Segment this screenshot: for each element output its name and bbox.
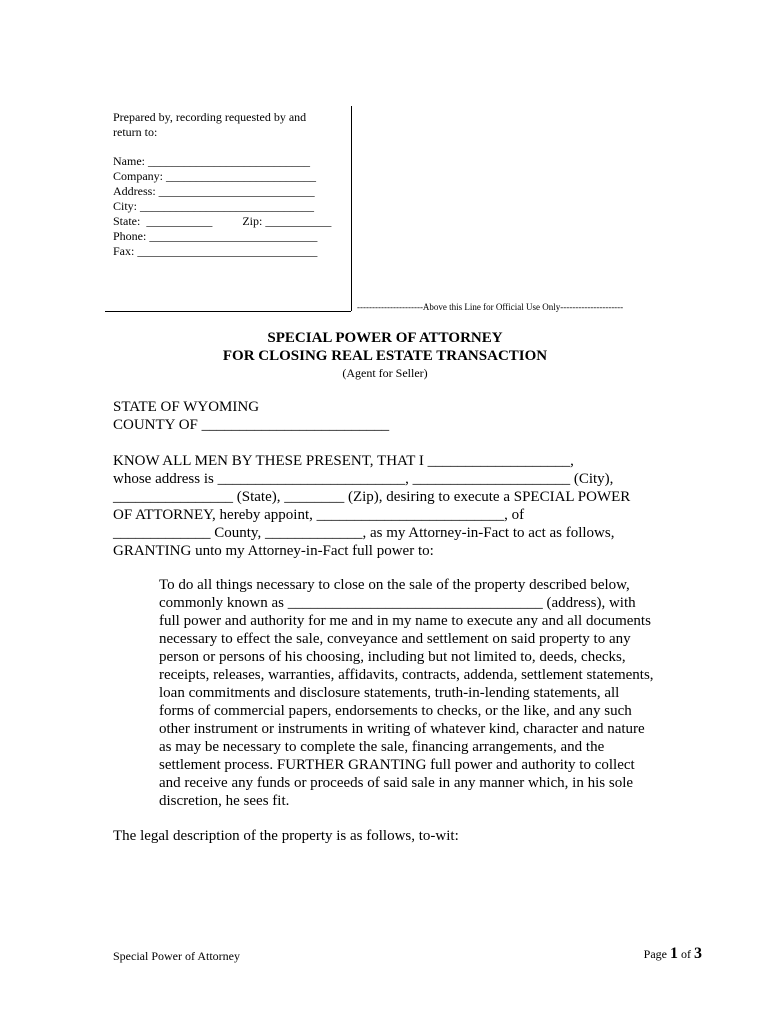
phone-field[interactable]: Phone: ____________________________: [113, 229, 318, 243]
paragraph-line: receipts, releases, warranties, affidavits, contracts, addenda, settlement statements,: [159, 667, 654, 683]
county-field[interactable]: COUNTY OF _________________________: [113, 417, 390, 433]
prepared-by-line-1: Prepared by, recording requested by and: [113, 110, 307, 124]
official-use-line: ----------------------Above this Line for Official Use Only---------------------: [357, 302, 624, 312]
paragraph-line: KNOW ALL MEN BY THESE PRESENT, THAT I ___________________,: [113, 453, 574, 469]
paragraph-line: as may be necessary to complete the sale, financing arrangements, and the: [159, 739, 605, 755]
state-zip-field[interactable]: State: ___________ Zip: ___________: [113, 214, 332, 228]
paragraph-line: necessary to effect the sale, conveyance and settlement on said property to any: [159, 631, 631, 647]
paragraph-line: other instrument or instruments in writing of whatever kind, character and nature: [159, 721, 645, 737]
paragraph-line: settlement process. FURTHER GRANTING full power and authority to collect: [159, 757, 635, 773]
paragraph-line: person or persons of his choosing, including but not limited to, deeds, checks,: [159, 649, 626, 665]
page-total: 3: [694, 945, 702, 962]
preparer-box-bottom-line: [105, 311, 351, 312]
state-line: STATE OF WYOMING: [113, 399, 260, 415]
page-of: of: [678, 947, 694, 961]
city-field[interactable]: City: _____________________________: [113, 199, 315, 213]
paragraph-line: full power and authority for me and in my name to execute any and all documents: [159, 613, 651, 629]
fax-field[interactable]: Fax: ______________________________: [113, 244, 318, 258]
paragraph-line: _____________ County, _____________, as my Attorney-in-Fact to act as follows,: [113, 525, 615, 541]
name-field[interactable]: Name: ___________________________: [113, 154, 310, 168]
paragraph-line: GRANTING unto my Attorney-in-Fact full power to:: [113, 543, 434, 559]
paragraph-line: commonly known as __________________________________ (address), with: [159, 595, 636, 611]
document-title: SPECIAL POWER OF ATTORNEY: [267, 330, 503, 346]
company-field[interactable]: Company: _________________________: [113, 169, 316, 183]
paragraph-line: OF ATTORNEY, hereby appoint, _________________________, of: [113, 507, 525, 523]
page-current: 1: [670, 945, 678, 962]
paragraph-line: discretion, he sees fit.: [159, 793, 290, 809]
page-number: [644, 945, 702, 963]
paragraph-line: and receive any funds or proceeds of said sale in any manner which, in his sole: [159, 775, 634, 791]
document-subtitle: (Agent for Seller): [342, 366, 428, 380]
footer-title: Special Power of Attorney: [113, 949, 240, 963]
paragraph-line: ________________ (State), ________ (Zip), desiring to execute a SPECIAL POWER: [113, 489, 631, 505]
legal-description-line: The legal description of the property is as follows, to-wit:: [113, 828, 459, 844]
prepared-by-line-2: return to:: [113, 125, 158, 139]
address-field[interactable]: Address: __________________________: [113, 184, 315, 198]
paragraph-line: To do all things necessary to close on the sale of the property described below,: [159, 577, 630, 593]
paragraph-line: whose address is _________________________, _____________________ (City),: [113, 471, 614, 487]
paragraph-line: forms of commercial papers, endorsements to checks, or the like, and any such: [159, 703, 632, 719]
paragraph-line: loan commitments and disclosure statements, truth-in-lending statements, all: [159, 685, 620, 701]
page-label: Page: [643, 947, 670, 961]
document-title-line-2: FOR CLOSING REAL ESTATE TRANSACTION: [222, 348, 548, 364]
